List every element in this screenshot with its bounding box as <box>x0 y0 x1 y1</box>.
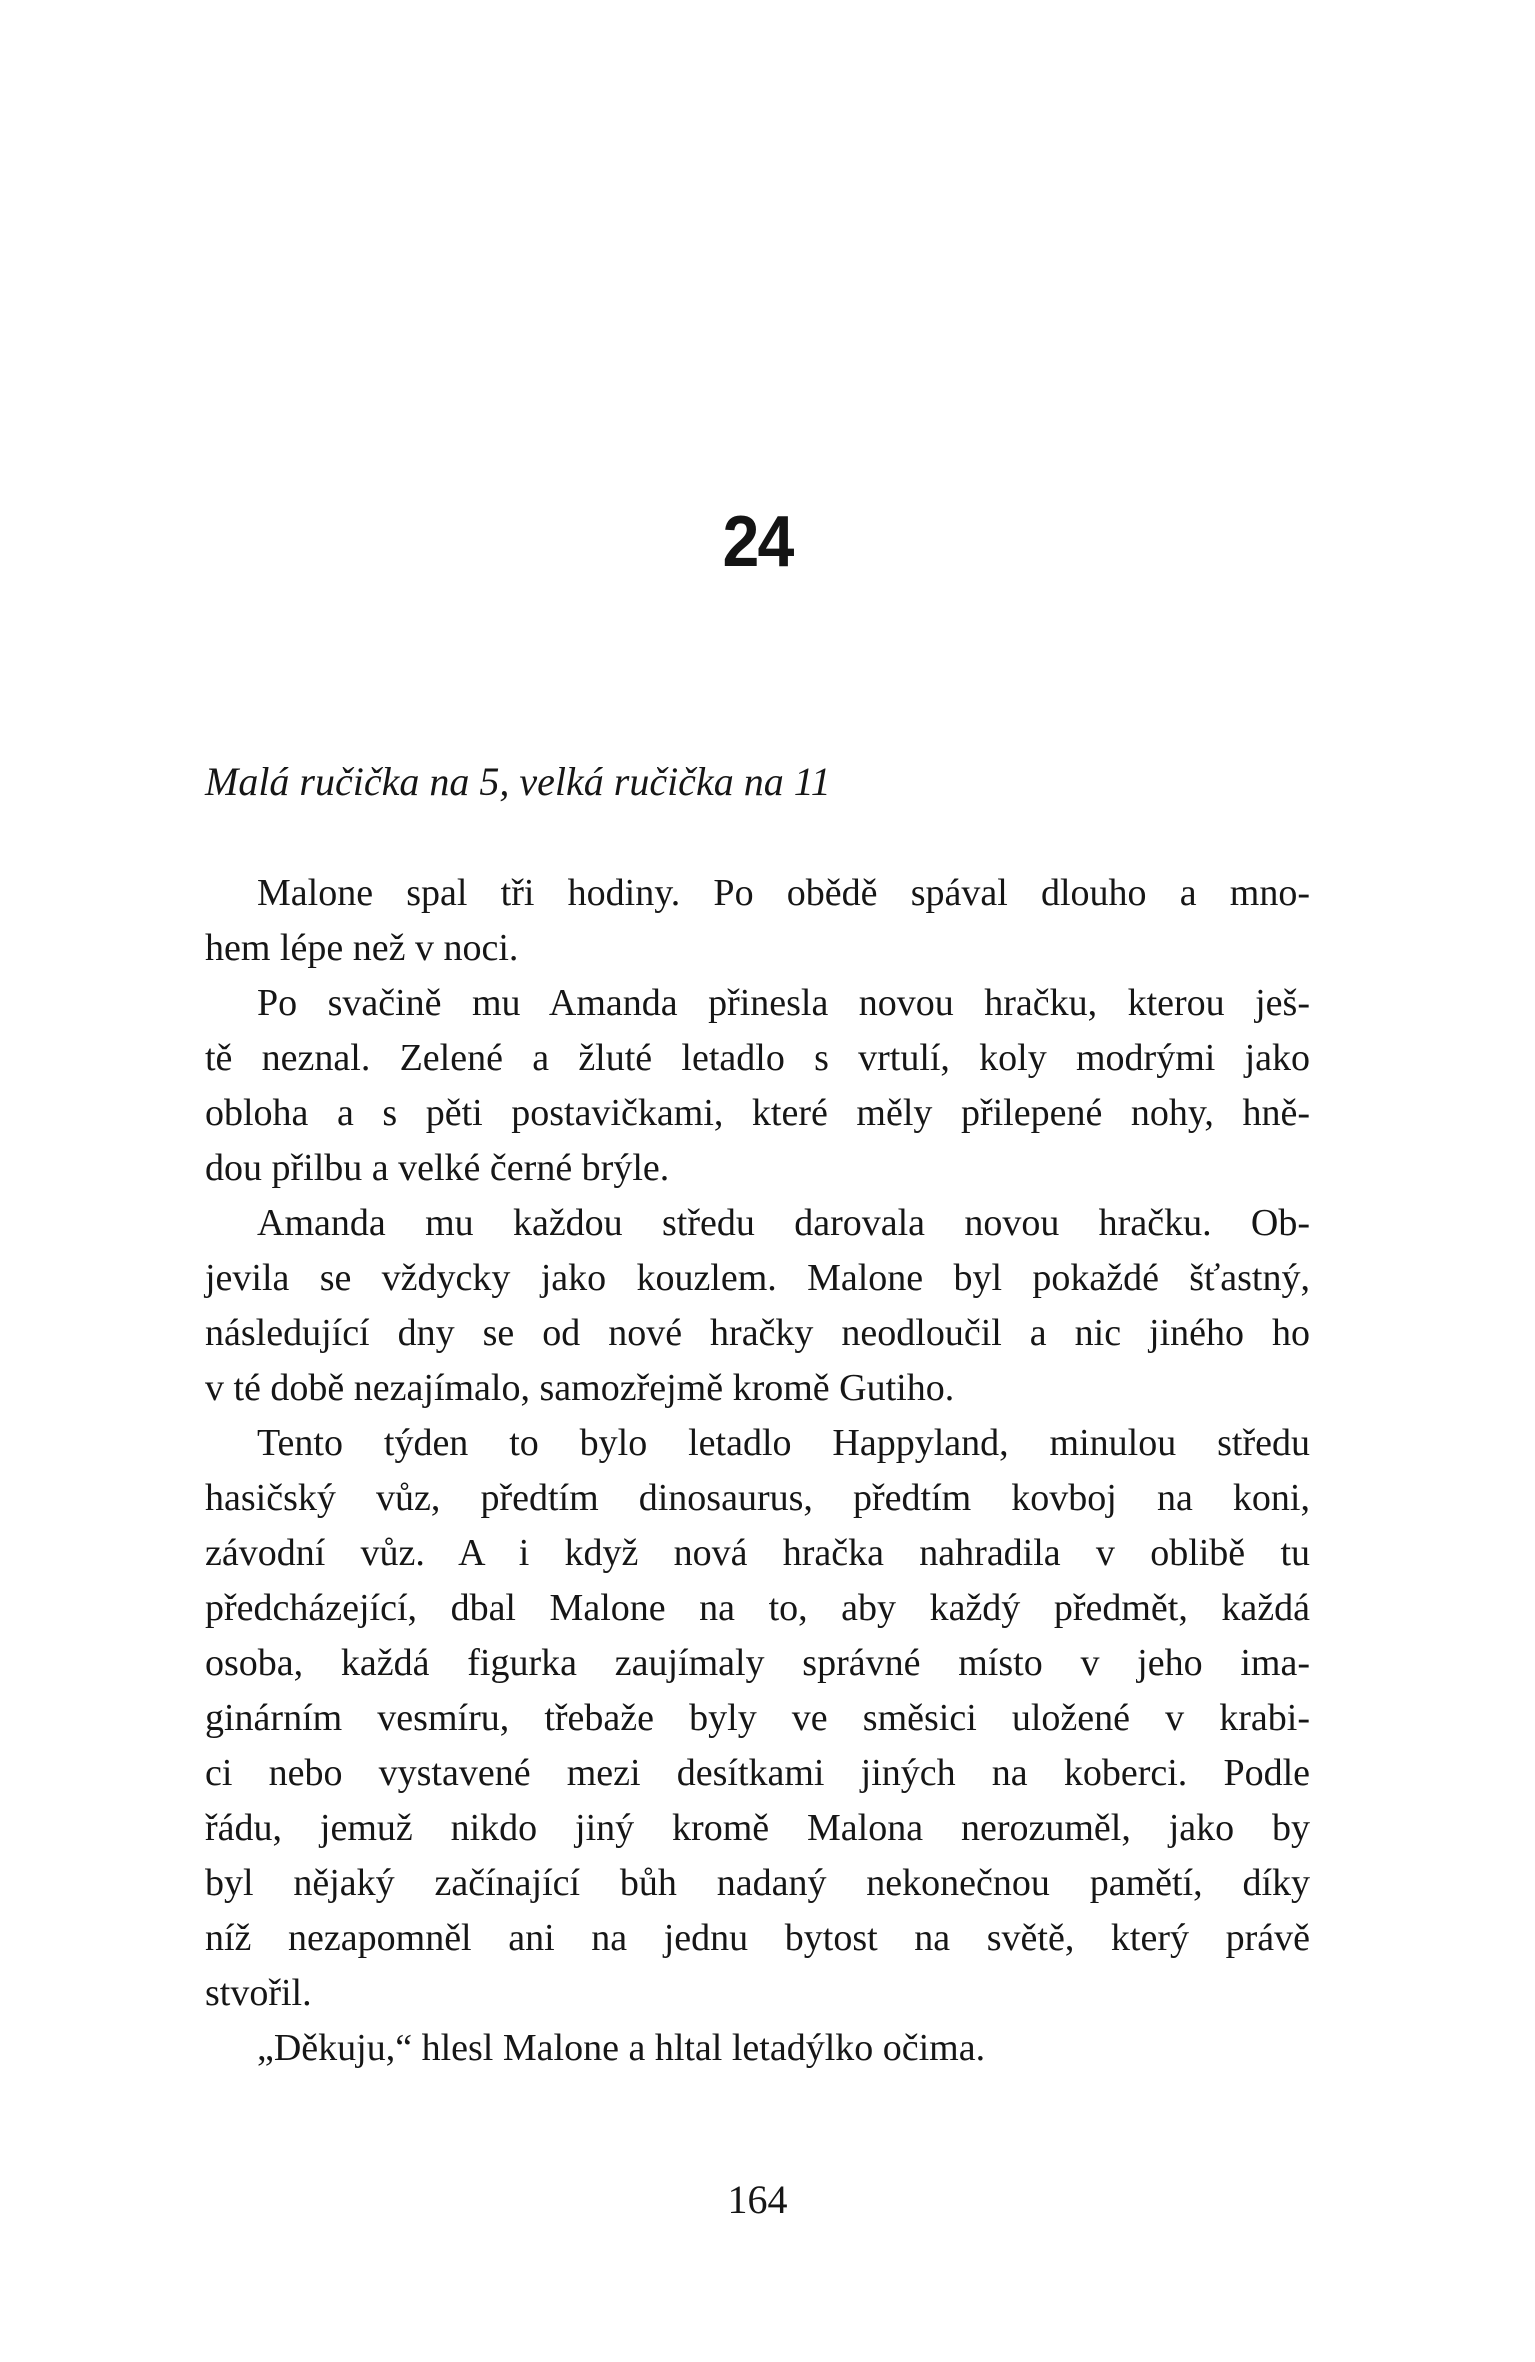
paragraph <box>205 1416 1310 2021</box>
body-line: stvořil. <box>205 1972 312 2014</box>
chapter-subtitle: Malá ručička na 5, velká ručička na 11 <box>205 759 831 804</box>
body-line: „Děkuju,“ hlesl Malone a hltal letadýlko očima. <box>257 2027 986 2069</box>
body-line: řádu, jemuž nikdo jiný kromě Malona nerozuměl, jako by <box>205 1807 1310 1849</box>
body-line: následující dny se od nové hračky neodloučil a nic jiného ho <box>205 1312 1310 1354</box>
body-line: hem lépe než v noci. <box>205 927 519 969</box>
body-line: předcházející, dbal Malone na to, aby každý předmět, každá <box>205 1587 1310 1629</box>
body-line: v té době nezajímalo, samozřejmě kromě Gutiho. <box>205 1367 955 1409</box>
paragraph <box>205 2021 1310 2076</box>
body-line: osoba, každá figurka zaujímaly správné místo v jeho ima- <box>205 1642 1310 1684</box>
body-line: níž nezapomněl ani na jednu bytost na světě, který právě <box>205 1917 1310 1959</box>
body-line: Tento týden to bylo letadlo Happyland, minulou středu <box>257 1422 1310 1464</box>
body-line: Amanda mu každou středu darovala novou hračku. Ob- <box>257 1202 1310 1244</box>
page-number: 164 <box>727 2177 788 2222</box>
body-line: hasičský vůz, předtím dinosaurus, předtím kovboj na koni, <box>205 1477 1310 1519</box>
body-line: ci nebo vystavené mezi desítkami jiných na koberci. Podle <box>205 1752 1310 1794</box>
body-line: Malone spal tři hodiny. Po obědě spával dlouho a mno- <box>257 872 1310 914</box>
body-line: jevila se vždycky jako kouzlem. Malone byl pokaždé šťastný, <box>205 1257 1310 1299</box>
body-text <box>205 866 1310 2076</box>
body-line: ginárním vesmíru, třebaže byly ve směsici uložené v krabi- <box>205 1697 1310 1739</box>
paragraph <box>205 866 1310 976</box>
body-line: tě neznal. Zelené a žluté letadlo s vrtulí, koly modrými jako <box>205 1037 1310 1079</box>
body-line: byl nějaký začínající bůh nadaný nekonečnou pamětí, díky <box>205 1862 1310 1904</box>
body-line: obloha a s pěti postavičkami, které měly přilepené nohy, hně- <box>205 1092 1310 1134</box>
chapter-number: 24 <box>722 502 793 582</box>
paragraph <box>205 1196 1310 1416</box>
paragraph <box>205 976 1310 1196</box>
body-line: závodní vůz. A i když nová hračka nahradila v oblibě tu <box>205 1532 1310 1574</box>
body-line: dou přilbu a velké černé brýle. <box>205 1147 670 1189</box>
body-line: Po svačině mu Amanda přinesla novou hračku, kterou ješ- <box>257 982 1310 1024</box>
